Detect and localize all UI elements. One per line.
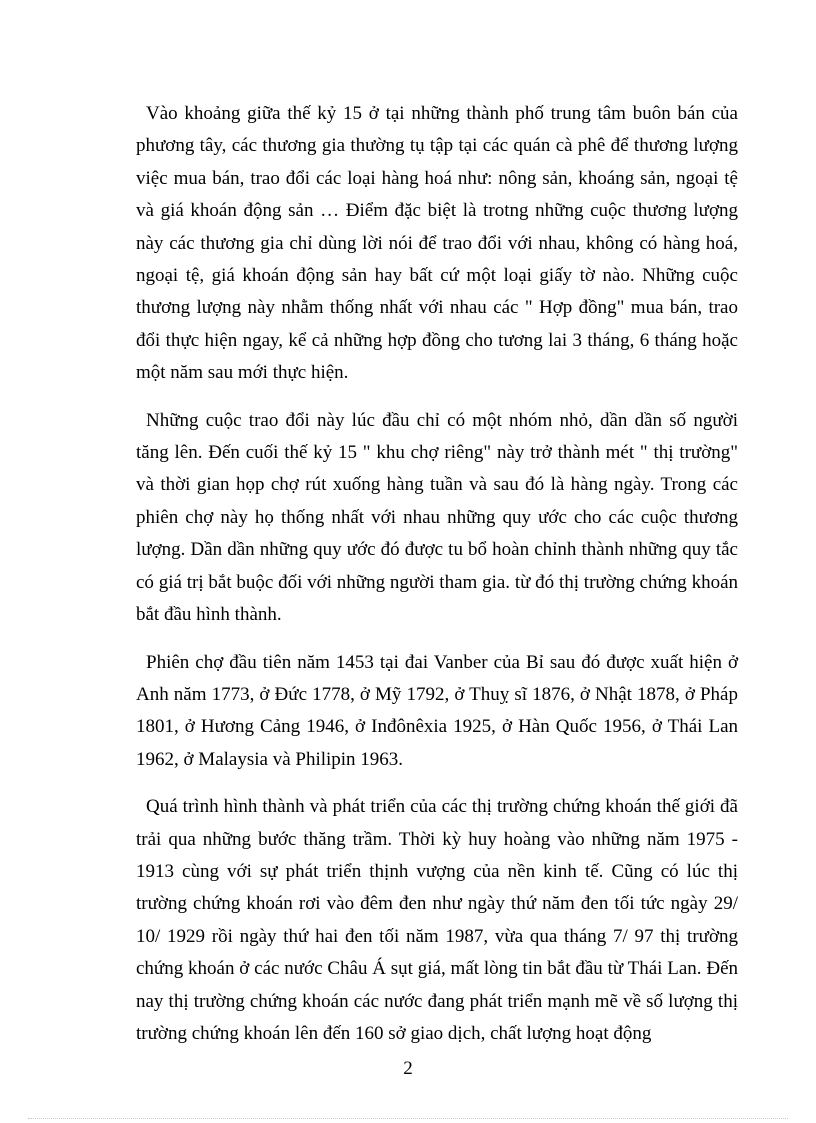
- body-text: [136, 98, 738, 1065]
- footer-divider: [28, 1118, 788, 1119]
- paragraph-3: Phiên chợ đầu tiên năm 1453 tại đai Vanber của Bỉ sau đó được xuất hiện ở Anh năm 1773, ở Đức 1778, ở Mỹ 1792, ở Thuỵ sĩ 1876, ở Nhật 1878, ở Pháp 1801, ở Hương Cảng 1946, ở Inđônêxia 1925, ở Hàn Quốc 1956, ở Thái Lan 1962, ở Malaysia và Philipin 1963.: [136, 651, 738, 770]
- paragraph-4: Quá trình hình thành và phát triển của các thị trường chứng khoán thế giới đã trải qua những bước thăng trầm. Thời kỳ huy hoàng vào những năm 1975 - 1913 cùng với sự phát triển thịnh vượng của nền kinh tế. Cũng có lúc thị trường chứng khoán rơi vào đêm đen như ngày thứ năm đen tối tức ngày 29/ 10/ 1929 rồi ngày thứ hai đen tối năm 1987, vừa qua tháng 7/ 97 thị trường chứng khoán ở các nước Châu Á sụt giá, mất lòng tin bắt đầu từ Thái Lan. Đến nay thị trường chứng khoán các nước đang phát triển mạnh mẽ về số lượng thị trường chứng khoán lên đến 160 sở giao dịch, chất lượng hoạt động: [136, 796, 738, 1044]
- page-number: 2: [403, 1058, 413, 1079]
- paragraph-2: Những cuộc trao đổi này lúc đầu chỉ có một nhóm nhỏ, dần dần số người tăng lên. Đến cuối thế kỷ 15 " khu chợ riêng" này trở thành mét " thị trường" và thời gian họp chợ rút xuống hàng tuần và sau đó là hàng ngày. Trong các phiên chợ này họ thống nhất với nhau những quy ước cho các cuộc thương lượng. Dần dần những quy ước đó được tu bổ hoàn chỉnh thành những quy tắc có giá trị bắt buộc đối với những người tham gia. từ đó thị trường chứng khoán bắt đầu hình thành.: [136, 409, 738, 626]
- paragraph-1: Vào khoảng giữa thế kỷ 15 ở tại những thành phố trung tâm buôn bán của phương tây, các thương gia thường tụ tập tại các quán cà phê để thương lượng việc mua bán, trao đổi các loại hàng hoá như: nông sản, khoáng sản, ngoại tệ và giá khoán động sản … Điểm đặc biệt là trotng những cuộc thương lượng này các thương gia chỉ dùng lời nói để trao đổi với nhau, không có hàng hoá, ngoại tệ, giá khoán động sản hay bất cứ một loại giấy tờ nào. Những cuộc thương lượng này nhằm thống nhất với nhau các " Hợp đồng" mua bán, trao đổi thực hiện ngay, kể cả những hợp đồng cho tương lai 3 tháng, 6 tháng hoặc một năm sau mới thực hiện.: [136, 103, 738, 384]
